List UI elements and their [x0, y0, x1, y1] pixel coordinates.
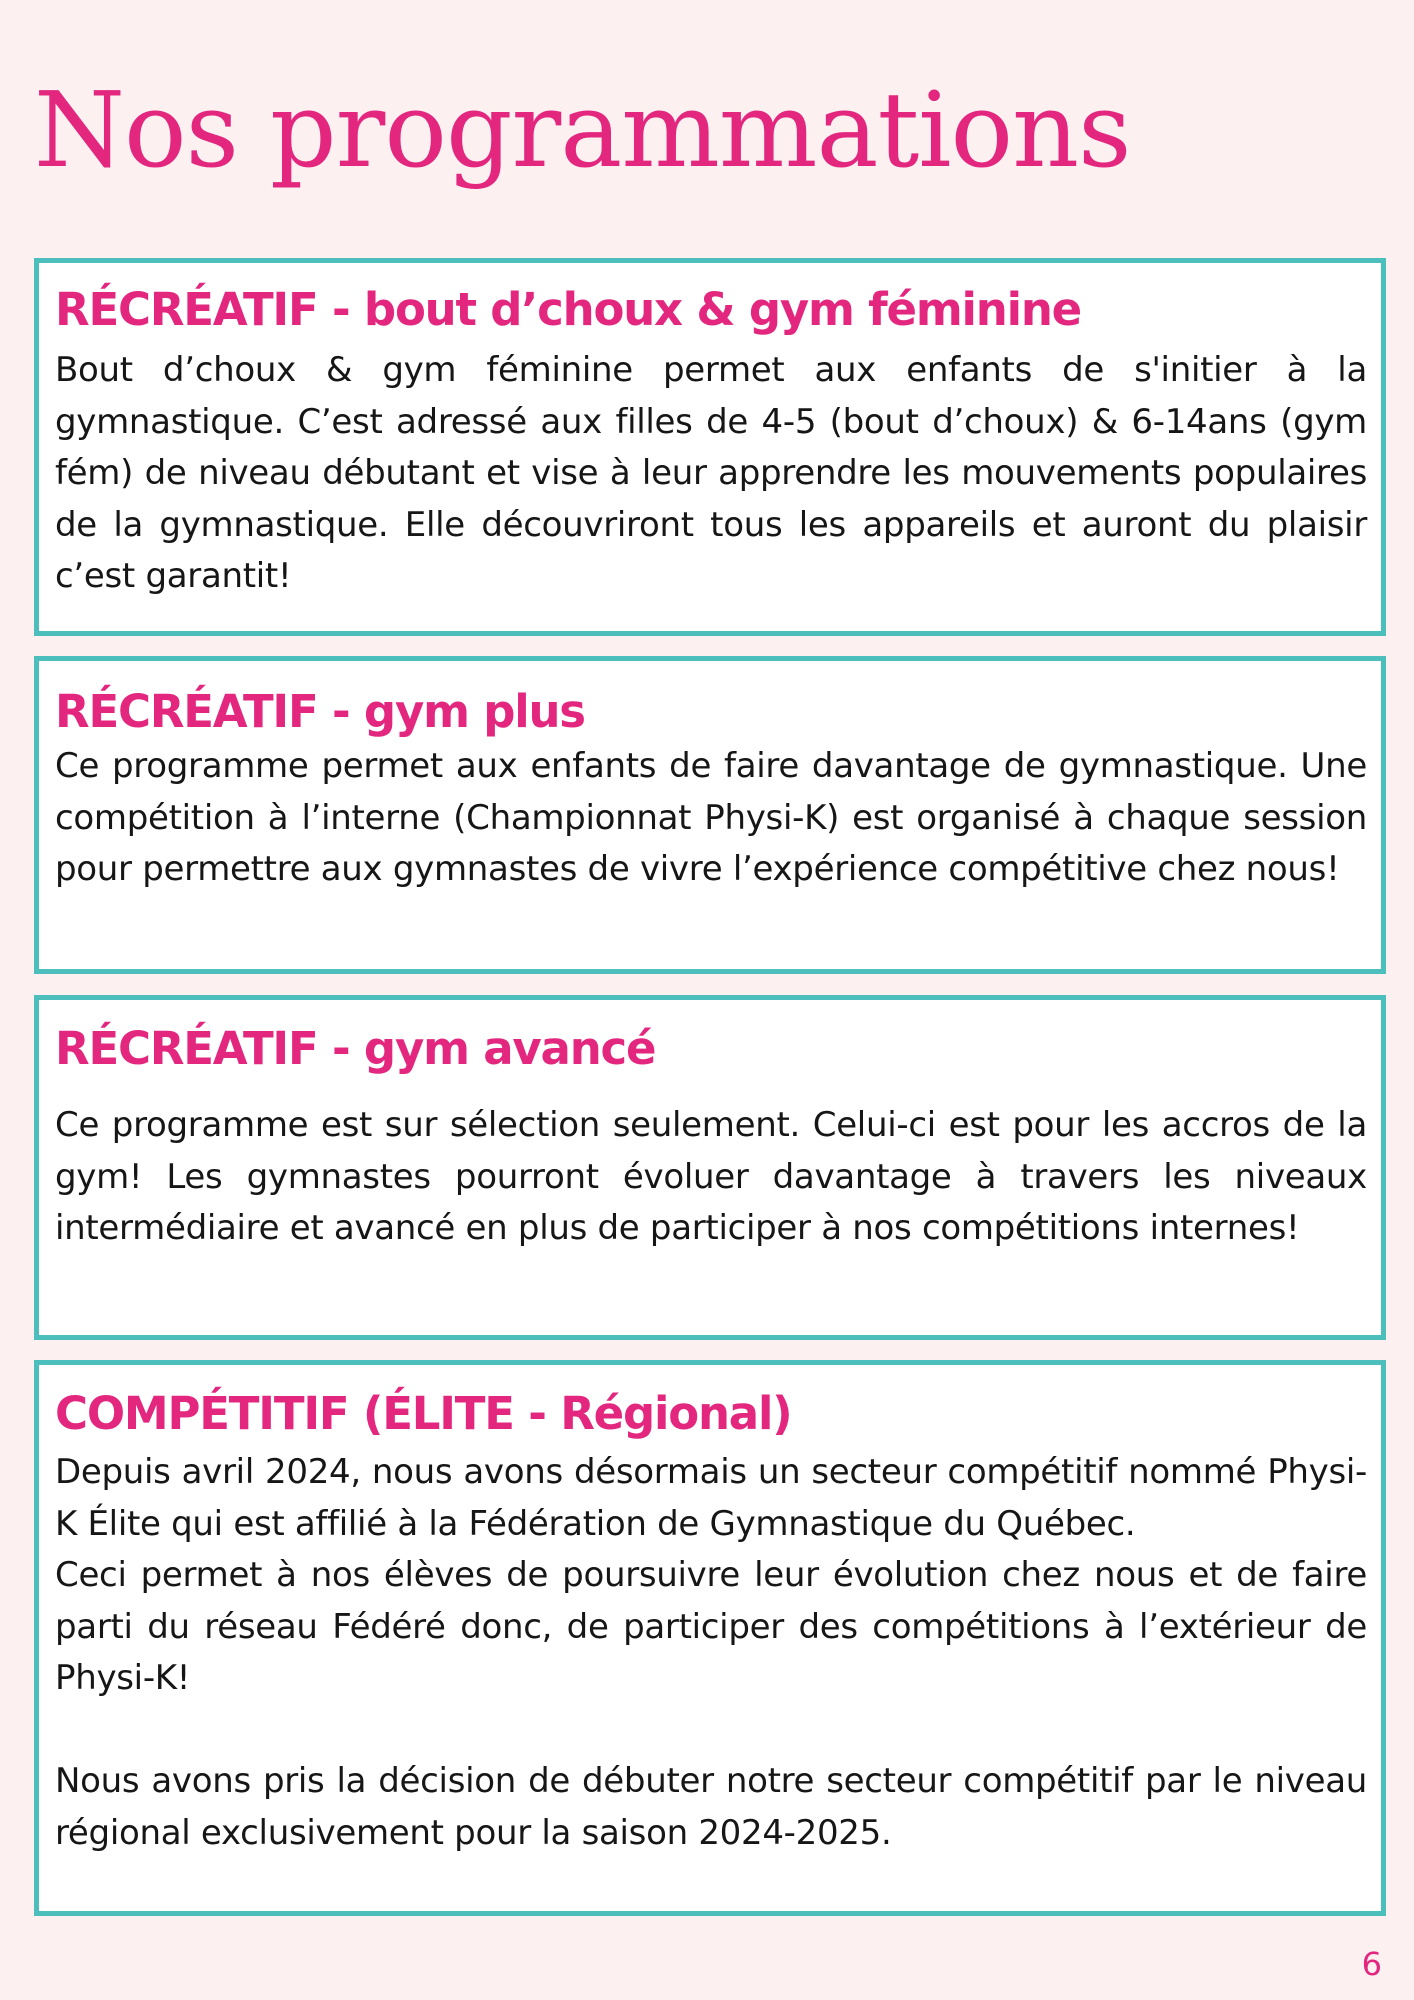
program-title: RÉCRÉATIF - bout d’choux & gym féminine — [55, 283, 1081, 336]
program-card-bout-dchoux — [34, 258, 1386, 636]
description-paragraph: Nous avons pris la décision de débuter notre secteur compétitif par le niveau régional exclusivement pour la saison 2024-2025. — [55, 1761, 1367, 1853]
program-title: RÉCRÉATIF - gym avancé — [55, 1022, 656, 1075]
program-description — [55, 1447, 1367, 1859]
description-paragraph: Ce programme est sur sélection seulement. Celui-ci est pour les accros de la gym! Les gymnastes pourront évoluer davantage à travers les niveaux intermédiaire et avancé en plus de participer à nos compétitions internes! — [55, 1105, 1367, 1248]
program-description — [55, 345, 1367, 603]
description-paragraph: Ce programme permet aux enfants de faire davantage de gymnastique. Une compétition à l’interne (Championnat Physi-K) est organisé à chaque session pour permettre aux gymnastes de vivre l’expérience compétitive chez nous! — [55, 746, 1367, 889]
program-card-competitif — [34, 1360, 1386, 1916]
program-card-gym-avance — [34, 995, 1386, 1340]
description-paragraph: Ceci permet à nos élèves de poursuivre leur évolution chez nous et de faire parti du réseau Fédéré donc, de participer des compétitions à l’extérieur de Physi-K! — [55, 1555, 1367, 1698]
description-paragraph: Depuis avril 2024, nous avons désormais un secteur compétitif nommé Physi-K Élite qui est affilié à la Fédération de Gymnastique du Québec. — [55, 1452, 1367, 1544]
program-title: RÉCRÉATIF - gym plus — [55, 685, 585, 738]
program-description — [55, 1100, 1367, 1255]
program-title: COMPÉTITIF (ÉLITE - Régional) — [55, 1387, 792, 1440]
description-paragraph: Bout d’choux & gym féminine permet aux enfants de s'initier à la gymnastique. C’est adressé aux filles de 4-5 (bout d’choux) & 6-14ans (gym fém) de niveau débutant et vise à leur apprendre les mouvements populaires de la gymnastique. Elle découvriront tous les appareils et auront du plaisir c’est garantit! — [55, 350, 1367, 596]
program-description — [55, 741, 1367, 896]
page-title: Nos programmations — [34, 69, 1131, 191]
paragraph-spacer — [55, 1705, 1367, 1757]
program-card-gym-plus — [34, 656, 1386, 974]
page-number: 6 — [1361, 1945, 1382, 1983]
